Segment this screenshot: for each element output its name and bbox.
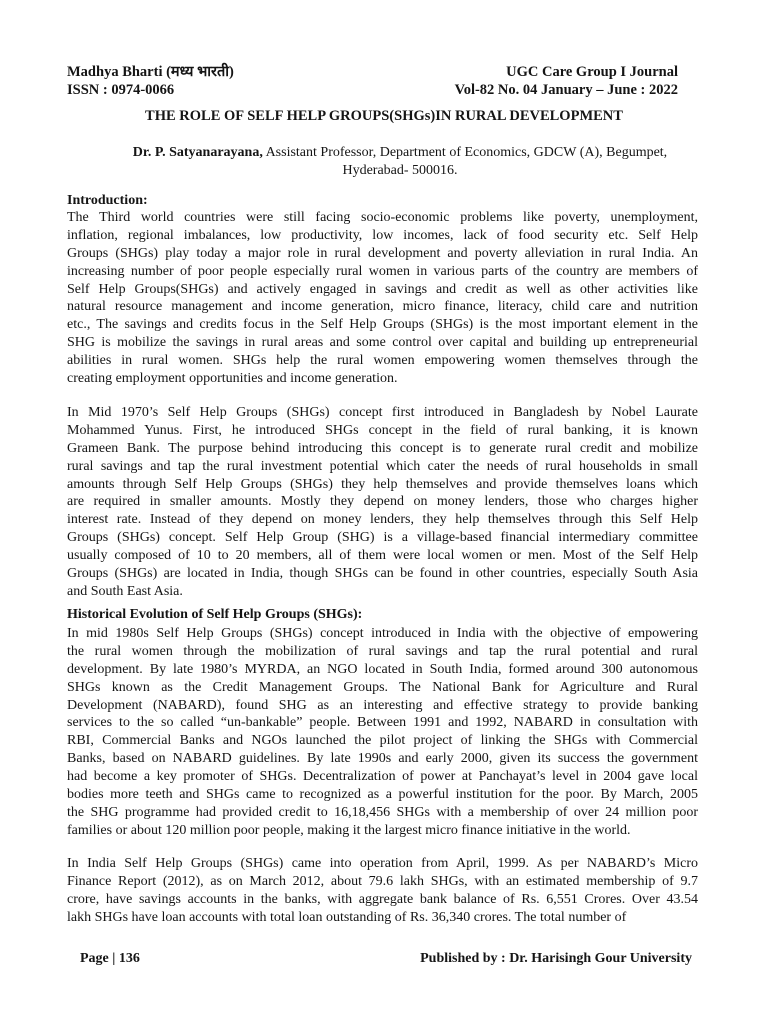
paragraph <box>67 625 698 840</box>
author-name: Dr. P. Satyanarayana, <box>132 145 263 160</box>
text-line: RBI, Commercial Banks and NGOs launched the pilot project of linking the SHGs with Commercial <box>67 733 698 749</box>
text-line: Self Help Groups(SHGs) and actively engaged in savings and credit as well as other activities like <box>67 281 698 297</box>
author-line <box>40 144 760 162</box>
text-line: crore, have savings accounts in the banks, with aggregate bank balance of Rs. 6,551 Crores. Over 43.54 <box>67 891 698 907</box>
text-line: amounts through Self Help Groups (SHGs) they help themselves and provide themselves loans which <box>67 476 698 492</box>
page-number: Page | 136 <box>80 951 140 966</box>
text-line: creating employment opportunities and income generation. <box>67 371 398 387</box>
text-line: and South East Asia. <box>67 583 183 599</box>
text-line: increasing number of poor people especially rural women in various parts of the country are members of <box>67 263 698 279</box>
issn: ISSN : 0974-0066 <box>67 82 175 98</box>
text-line: inflation, regional imbalances, low productivity, low incomes, lack of food security etc. Self Help <box>67 227 698 243</box>
text-line: The Third world countries were still facing socio-economic problems like poverty, unemployment, <box>67 210 698 225</box>
text-line: interest rate. Instead of they depend on money lenders, they help themselves through this Self Help <box>67 512 698 528</box>
text-line: Grameen Bank. The purpose behind introducing this concept is to generate rural credit and mobilize <box>67 440 698 456</box>
paragraph <box>67 855 698 927</box>
text-line: SHGs known as the Credit Management Groups. The National Bank for Agriculture and Rural <box>67 679 698 695</box>
text-line: natural resource management and income generation, micro finance, literacy, child care and nutrition <box>67 299 698 315</box>
text-line: Mohammed Yunus. First, he introduced SHGs concept in the field of rural banking, it is known <box>67 422 698 438</box>
ugc-label: UGC Care Group I Journal <box>506 64 678 80</box>
text-line: In mid 1980s Self Help Groups (SHGs) concept introduced in India with the objective of empowering <box>67 626 698 641</box>
text-line: had become a key promoter of SHGs. Decentralization of power at Panchayat’s level in 2004 gave local <box>67 769 698 785</box>
intro-heading: Introduction: <box>67 193 148 208</box>
text-line: Development (NABARD), found SHG as an interesting and effective strategy to provide banking <box>67 697 698 713</box>
text-line: SHG is mobilize the savings in rural areas and some control over capital and building up entrepreneurial <box>67 335 698 351</box>
paper-title: THE ROLE OF SELF HELP GROUPS(SHGs)IN RURAL DEVELOPMENT <box>145 108 623 124</box>
text-line: In Mid 1970’s Self Help Groups (SHGs) concept first introduced in Bangladesh by Nobel Laurate <box>67 405 698 420</box>
text-line: the SHG programme had provided credit to 16,18,456 SHGs with a membership of over 24 million poor <box>67 804 698 820</box>
text-line: usually composed of 10 to 20 members, all of them were local women or men. Most of the Self Help <box>67 548 698 564</box>
text-line: etc., The savings and credits focus in the Self Help Groups (SHGs) is the most important element in the <box>67 317 698 333</box>
history-heading: Historical Evolution of Self Help Groups (SHGs): <box>67 607 363 622</box>
author-city: Hyderabad- 500016. <box>342 163 458 178</box>
paragraph <box>67 209 698 388</box>
text-line: Groups (SHGs) are located in India, though SHGs can be found in other countries, especially South Asia <box>67 566 698 582</box>
journal-header-left <box>67 63 234 99</box>
text-line: Groups (SHGs) concept. Self Help Group (SHG) is a village-based financial intermediary committee <box>67 530 698 546</box>
volume-info: Vol-82 No. 04 January – June : 2022 <box>454 82 678 98</box>
text-line: rural savings and tap the rural investment potential which cater the needs of rural households in small <box>67 458 698 474</box>
text-line: Groups (SHGs) play today a major role in rural development and poverty alleviation in rural India. An <box>67 245 698 261</box>
text-line: families or about 120 million poor people, making it the largest micro finance initiative in the world. <box>67 822 631 838</box>
text-line: are required in smaller amounts. Mostly they depend on money lenders, those who charges higher <box>67 494 698 510</box>
journal-name: Madhya Bharti (मध्य भारती) <box>67 64 234 80</box>
journal-header-right <box>455 63 678 99</box>
text-line: development. By late 1980’s MYRDA, an NGO located in South India, formed around 300 autonomous <box>67 661 698 677</box>
text-line: lakh SHGs have loan accounts with total loan outstanding of Rs. 36,340 crores. The total number of <box>67 909 627 925</box>
text-line: bodies more teeth and SHGs came to recognized as a powerful institution for the poor. By March, 2005 <box>67 787 698 803</box>
text-line: abilities in rural women. SHGs help the rural women empowering women themselves through the <box>67 353 698 369</box>
text-line: the rural women through the mobilization of rural savings and tap the rural potential and rural <box>67 643 698 659</box>
text-line: In India Self Help Groups (SHGs) came into operation from April, 1999. As per NABARD’s Micro <box>67 856 698 871</box>
publisher: Published by : Dr. Harisingh Gour University <box>420 951 692 966</box>
text-line: Finance Report (2012), as on March 2012, about 79.6 lakh SHGs, with an estimated membership of 9.7 <box>67 873 698 889</box>
text-line: services to the so called “un-bankable” people. Between 1991 and 1992, NABARD in consultation with <box>67 715 698 731</box>
text-line: Banks, based on NABARD guidelines. By late 1990s and early 2000, given its success the government <box>67 751 698 767</box>
author-block <box>40 144 760 180</box>
author-affiliation: Assistant Professor, Department of Economics, GDCW (A), Begumpet, <box>262 145 668 160</box>
paragraph <box>67 404 698 601</box>
